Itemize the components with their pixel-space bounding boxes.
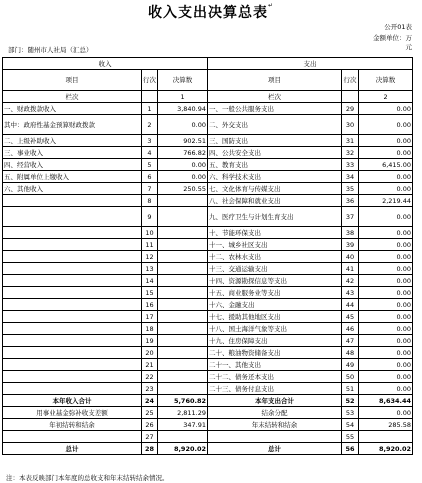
income-amount-cell: 347.91 bbox=[158, 419, 208, 431]
table-row bbox=[3, 239, 413, 251]
expense-amount-cell: 0.00 bbox=[359, 147, 413, 159]
income-item-cell bbox=[3, 335, 142, 347]
expense-rowno-cell: 29 bbox=[342, 103, 359, 115]
table-row bbox=[3, 347, 413, 359]
income-amount-cell: 902.51 bbox=[158, 135, 208, 147]
table-row bbox=[3, 371, 413, 383]
income-rowno-cell: 20 bbox=[142, 347, 158, 359]
expense-rowno-cell: 31 bbox=[342, 135, 359, 147]
expense-item-cell: 四、公共安全支出 bbox=[208, 147, 342, 159]
expense-amount-cell: 2,219.44 bbox=[359, 195, 413, 207]
income-item-cell: 一、财政拨款收入 bbox=[3, 103, 142, 115]
expense-item-cell: 九、医疗卫生与计划生育支出 bbox=[208, 207, 342, 227]
expense-amount-cell: 0.00 bbox=[359, 323, 413, 335]
income-rowno-cell: 26 bbox=[142, 419, 158, 431]
income-item-cell: 四、经营收入 bbox=[3, 159, 142, 171]
expense-amount-cell: 0.00 bbox=[359, 115, 413, 135]
expense-amount-cell: 6,415.00 bbox=[359, 159, 413, 171]
expense-item-cell: 十、节能环保支出 bbox=[208, 227, 342, 239]
table-row bbox=[3, 159, 413, 171]
expense-rowno-cell: 38 bbox=[342, 227, 359, 239]
income-amount-cell bbox=[158, 239, 208, 251]
income-rowno-cell: 14 bbox=[142, 275, 158, 287]
unit-label bbox=[373, 34, 412, 52]
income-amount-cell bbox=[158, 195, 208, 207]
expense-amount-cell: 0.00 bbox=[359, 227, 413, 239]
expense-rowno-cell: 44 bbox=[342, 299, 359, 311]
income-item-cell bbox=[3, 359, 142, 371]
expense-item-header: 项目 bbox=[208, 70, 342, 91]
income-item-cell bbox=[3, 275, 142, 287]
table-row bbox=[3, 251, 413, 263]
expense-rowno-cell: 40 bbox=[342, 251, 359, 263]
income-item-cell: 年初结转和结余 bbox=[3, 419, 142, 431]
income-item-cell: 三、事业收入 bbox=[3, 147, 142, 159]
income-item-cell bbox=[3, 287, 142, 299]
expense-amount-cell: 0.00 bbox=[359, 371, 413, 383]
table-row bbox=[3, 275, 413, 287]
income-rowno-cell: 7 bbox=[142, 183, 158, 195]
expense-rowno-cell: 54 bbox=[342, 419, 359, 431]
expense-rowno-cell: 36 bbox=[342, 195, 359, 207]
expense-item-cell: 结余分配 bbox=[208, 407, 342, 419]
table-row bbox=[3, 431, 413, 443]
expense-item-cell: 五、教育支出 bbox=[208, 159, 342, 171]
expense-amount-cell: 0.00 bbox=[359, 183, 413, 195]
income-rowno-cell: 21 bbox=[142, 359, 158, 371]
table-note: 注：本表反映部门本年度的总收支和年末结转结余情况。 bbox=[6, 474, 169, 482]
expense-item-cell: 六、科学技术支出 bbox=[208, 171, 342, 183]
income-amount-cell bbox=[158, 431, 208, 443]
expense-rowno-cell: 30 bbox=[342, 115, 359, 135]
income-rowno-cell: 4 bbox=[142, 147, 158, 159]
expense-rowno-cell: 41 bbox=[342, 263, 359, 275]
income-amount-cell bbox=[158, 227, 208, 239]
table-row bbox=[3, 115, 413, 135]
expense-item-cell: 十六、金融支出 bbox=[208, 299, 342, 311]
income-amount-cell bbox=[158, 383, 208, 395]
income-rowno-cell: 2 bbox=[142, 115, 158, 135]
expense-header: 支出 bbox=[208, 58, 413, 70]
expense-amount-cell: 0.00 bbox=[359, 335, 413, 347]
income-amount-cell bbox=[158, 371, 208, 383]
income-rowno-cell: 9 bbox=[142, 207, 158, 227]
expense-rowno-cell: 37 bbox=[342, 207, 359, 227]
expense-amount-cell: 0.00 bbox=[359, 135, 413, 147]
expense-rowno-cell: 35 bbox=[342, 183, 359, 195]
expense-item-cell: 二十二、债务还本支出 bbox=[208, 371, 342, 383]
unit-suffix: 元 bbox=[405, 43, 412, 51]
income-column-blank bbox=[142, 91, 158, 103]
expense-column-number: 2 bbox=[359, 91, 413, 103]
table-row bbox=[3, 135, 413, 147]
income-amount-cell: 0.00 bbox=[158, 171, 208, 183]
income-item-cell bbox=[3, 323, 142, 335]
expense-item-cell: 十四、资源勘探信息等支出 bbox=[208, 275, 342, 287]
income-rowno-cell: 8 bbox=[142, 195, 158, 207]
table-row bbox=[3, 207, 413, 227]
table-row bbox=[3, 287, 413, 299]
expense-item-cell: 十三、交通运输支出 bbox=[208, 263, 342, 275]
expense-item-cell: 二十三、债务付息支出 bbox=[208, 383, 342, 395]
expense-rowno-cell: 49 bbox=[342, 359, 359, 371]
income-item-cell bbox=[3, 239, 142, 251]
income-item-cell bbox=[3, 299, 142, 311]
expense-amount-header: 决算数 bbox=[359, 70, 413, 91]
expense-amount-cell: 0.00 bbox=[359, 251, 413, 263]
expense-rowno-cell: 53 bbox=[342, 407, 359, 419]
income-amount-cell: 8,920.02 bbox=[158, 443, 208, 455]
expense-item-cell: 八、社会保障和就业支出 bbox=[208, 195, 342, 207]
income-item-cell bbox=[3, 431, 142, 443]
income-amount-cell bbox=[158, 251, 208, 263]
income-rowno-cell: 11 bbox=[142, 239, 158, 251]
expense-item-cell: 十五、商业服务业等支出 bbox=[208, 287, 342, 299]
income-rowno-cell: 10 bbox=[142, 227, 158, 239]
expense-item-cell: 十八、国土海洋气象等支出 bbox=[208, 323, 342, 335]
income-amount-cell bbox=[158, 323, 208, 335]
expense-amount-cell: 0.00 bbox=[359, 311, 413, 323]
page-title: 收入支出决算总表↵ bbox=[147, 2, 275, 21]
income-rowno-cell: 15 bbox=[142, 287, 158, 299]
table-row bbox=[3, 311, 413, 323]
income-rowno-cell: 5 bbox=[142, 159, 158, 171]
expense-amount-cell: 0.00 bbox=[359, 275, 413, 287]
income-amount-cell bbox=[158, 347, 208, 359]
expense-amount-cell: 0.00 bbox=[359, 263, 413, 275]
income-column-label: 栏次 bbox=[3, 91, 142, 103]
expense-item-cell: 三、国防支出 bbox=[208, 135, 342, 147]
income-rowno-cell: 24 bbox=[142, 395, 158, 407]
expense-amount-cell: 0.00 bbox=[359, 207, 413, 227]
income-rowno-cell: 3 bbox=[142, 135, 158, 147]
table-row bbox=[3, 183, 413, 195]
table-row bbox=[3, 227, 413, 239]
income-item-cell bbox=[3, 207, 142, 227]
table-row bbox=[3, 359, 413, 371]
income-rowno-header: 行次 bbox=[142, 70, 158, 91]
income-item-cell: 其中：政府性基金预算财政拨款 bbox=[3, 115, 142, 135]
expense-rowno-cell: 39 bbox=[342, 239, 359, 251]
income-amount-cell: 2,811.29 bbox=[158, 407, 208, 419]
income-amount-cell bbox=[158, 311, 208, 323]
income-item-cell bbox=[3, 311, 142, 323]
expense-rowno-cell: 45 bbox=[342, 311, 359, 323]
table-row bbox=[3, 195, 413, 207]
expense-rowno-cell: 52 bbox=[342, 395, 359, 407]
income-item-cell: 五、附属单位上缴收入 bbox=[3, 171, 142, 183]
table-row bbox=[3, 171, 413, 183]
expense-column-blank bbox=[342, 91, 359, 103]
expense-item-cell: 十九、住房保障支出 bbox=[208, 335, 342, 347]
expense-rowno-cell: 51 bbox=[342, 383, 359, 395]
department-label: 部门：随州市人社局（汇总） bbox=[8, 46, 93, 54]
table-row bbox=[3, 443, 413, 455]
income-amount-cell bbox=[158, 335, 208, 347]
form-number: 公开01表 bbox=[384, 23, 412, 31]
expense-item-cell: 七、文化体育与传媒支出 bbox=[208, 183, 342, 195]
income-rowno-cell: 23 bbox=[142, 383, 158, 395]
income-amount-cell: 3,840.94 bbox=[158, 103, 208, 115]
expense-column-label: 栏次 bbox=[208, 91, 342, 103]
table-row bbox=[3, 407, 413, 419]
income-amount-cell: 766.82 bbox=[158, 147, 208, 159]
income-rowno-cell: 6 bbox=[142, 171, 158, 183]
expense-item-cell: 二十、粮油物资储备支出 bbox=[208, 347, 342, 359]
income-rowno-cell: 25 bbox=[142, 407, 158, 419]
expense-rowno-cell: 48 bbox=[342, 347, 359, 359]
income-rowno-cell: 19 bbox=[142, 335, 158, 347]
income-item-cell bbox=[3, 371, 142, 383]
expense-amount-cell: 0.00 bbox=[359, 287, 413, 299]
income-rowno-cell: 28 bbox=[142, 443, 158, 455]
expense-amount-cell: 0.00 bbox=[359, 347, 413, 359]
expense-item-cell: 二十一、其他支出 bbox=[208, 359, 342, 371]
expense-item-cell bbox=[208, 431, 342, 443]
expense-item-cell: 二、外交支出 bbox=[208, 115, 342, 135]
income-amount-header: 决算数 bbox=[158, 70, 208, 91]
income-rowno-cell: 18 bbox=[142, 323, 158, 335]
expense-rowno-cell: 43 bbox=[342, 287, 359, 299]
expense-amount-cell: 8,634.44 bbox=[359, 395, 413, 407]
table-row bbox=[3, 383, 413, 395]
title-mark: ↵ bbox=[267, 2, 275, 9]
income-item-cell bbox=[3, 195, 142, 207]
income-item-cell: 用事业基金弥补收支差额 bbox=[3, 407, 142, 419]
expense-amount-cell bbox=[359, 431, 413, 443]
expense-item-cell: 本年支出合计 bbox=[208, 395, 342, 407]
income-item-cell bbox=[3, 251, 142, 263]
expense-amount-cell: 0.00 bbox=[359, 103, 413, 115]
expense-item-cell: 十二、农林水支出 bbox=[208, 251, 342, 263]
income-amount-cell bbox=[158, 359, 208, 371]
expense-rowno-cell: 56 bbox=[342, 443, 359, 455]
table-row bbox=[3, 323, 413, 335]
income-rowno-cell: 17 bbox=[142, 311, 158, 323]
income-item-cell bbox=[3, 383, 142, 395]
expense-amount-cell: 0.00 bbox=[359, 359, 413, 371]
table-row bbox=[3, 103, 413, 115]
expense-rowno-cell: 34 bbox=[342, 171, 359, 183]
income-item-cell: 总计 bbox=[3, 443, 142, 455]
expense-rowno-header: 行次 bbox=[342, 70, 359, 91]
income-item-cell: 六、其他收入 bbox=[3, 183, 142, 195]
expense-amount-cell: 0.00 bbox=[359, 239, 413, 251]
income-item-cell bbox=[3, 263, 142, 275]
expense-amount-cell: 0.00 bbox=[359, 407, 413, 419]
expense-amount-cell: 0.00 bbox=[359, 171, 413, 183]
income-amount-cell bbox=[158, 207, 208, 227]
income-amount-cell bbox=[158, 275, 208, 287]
income-item-cell bbox=[3, 347, 142, 359]
expense-item-cell: 十一、城乡社区支出 bbox=[208, 239, 342, 251]
income-amount-cell: 5,760.82 bbox=[158, 395, 208, 407]
expense-item-cell: 总计 bbox=[208, 443, 342, 455]
income-amount-cell bbox=[158, 299, 208, 311]
income-rowno-cell: 12 bbox=[142, 251, 158, 263]
expense-rowno-cell: 55 bbox=[342, 431, 359, 443]
income-item-cell: 本年收入合计 bbox=[3, 395, 142, 407]
expense-rowno-cell: 46 bbox=[342, 323, 359, 335]
income-rowno-cell: 22 bbox=[142, 371, 158, 383]
unit-label-text: 金额单位：万 bbox=[373, 34, 412, 42]
income-item-header: 项目 bbox=[3, 70, 142, 91]
expense-amount-cell: 285.58 bbox=[359, 419, 413, 431]
expense-rowno-cell: 32 bbox=[342, 147, 359, 159]
expense-item-cell: 十七、援助其他地区支出 bbox=[208, 311, 342, 323]
table-row bbox=[3, 263, 413, 275]
expense-item-cell: 一、一般公共服务支出 bbox=[208, 103, 342, 115]
expense-rowno-cell: 50 bbox=[342, 371, 359, 383]
expense-amount-cell: 0.00 bbox=[359, 299, 413, 311]
expense-rowno-cell: 42 bbox=[342, 275, 359, 287]
expense-rowno-cell: 33 bbox=[342, 159, 359, 171]
income-amount-cell: 250.55 bbox=[158, 183, 208, 195]
income-header: 收入 bbox=[3, 58, 208, 70]
income-rowno-cell: 27 bbox=[142, 431, 158, 443]
income-amount-cell: 0.00 bbox=[158, 115, 208, 135]
table-row bbox=[3, 395, 413, 407]
income-item-cell: 二、上级补助收入 bbox=[3, 135, 142, 147]
income-rowno-cell: 16 bbox=[142, 299, 158, 311]
income-amount-cell bbox=[158, 263, 208, 275]
income-rowno-cell: 1 bbox=[142, 103, 158, 115]
income-rowno-cell: 13 bbox=[142, 263, 158, 275]
income-amount-cell bbox=[158, 287, 208, 299]
table-row bbox=[3, 419, 413, 431]
income-column-number: 1 bbox=[158, 91, 208, 103]
table-row bbox=[3, 299, 413, 311]
expense-amount-cell: 0.00 bbox=[359, 383, 413, 395]
table-row bbox=[3, 335, 413, 347]
expense-rowno-cell: 47 bbox=[342, 335, 359, 347]
expense-amount-cell: 8,920.02 bbox=[359, 443, 413, 455]
table-row bbox=[3, 147, 413, 159]
budget-table bbox=[2, 57, 413, 455]
expense-item-cell: 年末结转和结余 bbox=[208, 419, 342, 431]
income-item-cell bbox=[3, 227, 142, 239]
income-amount-cell: 0.00 bbox=[158, 159, 208, 171]
